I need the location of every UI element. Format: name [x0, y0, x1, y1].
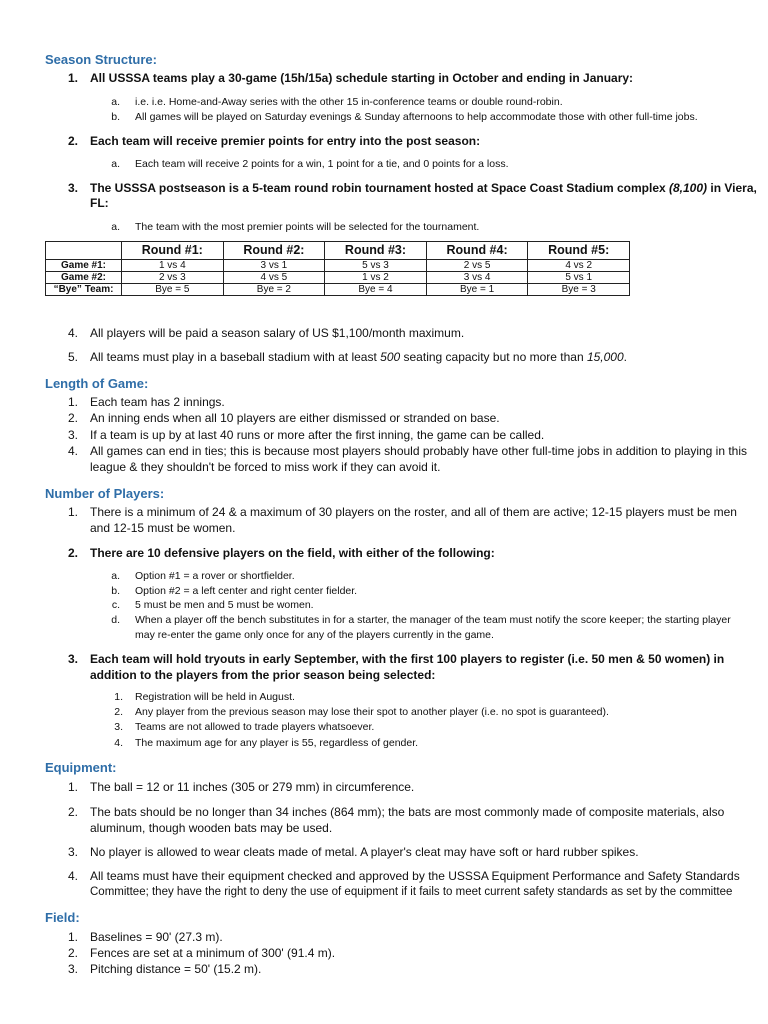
table-cell: 4 vs 2	[528, 260, 630, 272]
table-cell: Bye = 3	[528, 284, 630, 296]
document-page: Season Structure: 1. All USSSA teams play a 30-game (15h/15a) schedule starting in October and ending in January: a. i.e. i.e. Home-and-Away series with the other 15 in-conference teams or double round-robin. b. All games will be played on Saturday evenings & Sunday afternoons to help accommodate those with other full-time jobs. 2. Each team will receive premier points for entry into the post season: a. Each team will receive 2 points for a win, 1 point for a tie, and 0 points for a loss. 3. The USSSA postseason is a 5-team round robin tournament hosted at Space Coast Stadium complex (8,100) in Viera, FL: a. The team with the most premier points will be selected for the tournament. Round #1: Round #2: Round #3: Round #4: Round #5: Game #1: 1 vs 4 3 vs 1 5 vs 3 2 vs 5 4 vs 2 Game #2: 2 vs 3 4 vs 5 1 vs 2 3 vs 4 5 vs 1 “Bye” Team: Bye = 5 Bye = 2 Bye = 4 Bye = 1 Bye = 3 4. All players will be paid a season salary of US $1,100/month maximum. 5. All teams must play in a baseball stadium with at least 500 seating capacity but no more than 15,000. Length of Game: 1. Each team has 2 innings. 2. An inning ends when all 10 players are either dismissed or stranded on base. 3. If a team is up by at last 40 runs or more after the first inning, the game can be called. 4. All games can end in ties; this is because most players should probably have other full-time jobs in addition to playing in this league & they shouldn't be forced to miss work if they can avoid it. Number of Players: 1. There is a minimum of 24 & a maximum of 30 players on the roster, and all of them are active; 12-15 players must be men and 12-15 must be women. 2. There are 10 defensive players on the field, with either of the following: a. Option #1 = a rover or shortfielder. b. Option #2 = a left center and right center fielder. c. 5 must be men and 5 must be women. d. When a player off the bench substitutes in for a starter, the manager of the team must notify the score keeper; the starting player may re-enter the game only once for any of the players currently in the game. 3. Each team will hold tryouts in early September, with the first 100 players to register (i.e. 50 men & 50 women) in addition to the players from the prior season being selected: 1. Registration will be held in August. 2. Any player from the previous season may lose their spot to another player (i.e. no spot is guaranteed). 3. Teams are not allowed to trade players whatsoever. 4. The maximum age for any player is 55, regardless of gender. Equipment: 1. The ball = 12 or 11 inches (305 or 279 mm) in circumference. 2. The bats should be no longer than 34 inches (864 mm); the bats are most commonly made of composite materials, also aluminum, though wooden bats may be used. 3. No player is allowed to wear cleats made of metal. A player's cleat may have soft or hard rubber spikes. 4. All teams must have their equipment checked and approved by the USSSA Equipment Performance and Safety Standards Committee; they have the right to deny the use of equipment if it fails to meet current safety standards as set by the committee Field: 1. Baselines = 90' (27.3 m). 2. Fences are set at a minimum of 300' (91.4 m). 3. Pitching distance = 50' (15.2 m).	[45, 52, 757, 976]
table-cell: 3 vs 1	[223, 260, 325, 272]
table-row	[46, 272, 630, 284]
players-item-1-line2: and 12-15 must be women.	[90, 521, 236, 535]
row-label: Game #1:	[46, 260, 122, 272]
season-item-3-line2: FL:	[90, 196, 109, 210]
round-robin-schedule-table	[45, 241, 630, 296]
table-cell: 2 vs 5	[426, 260, 528, 272]
table-header-row	[46, 242, 630, 260]
table-cell: Bye = 5	[122, 284, 224, 296]
table-header: Round #2:	[223, 242, 325, 260]
table-cell: 1 vs 2	[325, 272, 427, 284]
list-item-continuation: may re-enter the game only once for any of the players currently in the game.	[135, 629, 494, 641]
table-cell: Bye = 4	[325, 284, 427, 296]
heading-number-of-players: Number of Players:	[45, 486, 165, 501]
heading-field: Field:	[45, 910, 80, 925]
table-cell: 2 vs 3	[122, 272, 224, 284]
table-header: Round #1:	[122, 242, 224, 260]
table-header: Round #5:	[528, 242, 630, 260]
table-corner-cell	[46, 242, 122, 260]
table-header: Round #4:	[426, 242, 528, 260]
table-cell: 3 vs 4	[426, 272, 528, 284]
heading-length-of-game: Length of Game:	[45, 376, 149, 391]
table-cell: Bye = 1	[426, 284, 528, 296]
list-item-continuation: aluminum, though wooden bats may be used.	[90, 821, 333, 835]
list-item-continuation: Committee; they have the right to deny the use of equipment if it fails to meet current safety standards as set by the committee	[90, 886, 733, 898]
table-cell: 4 vs 5	[223, 272, 325, 284]
table-cell: 1 vs 4	[122, 260, 224, 272]
table-cell: 5 vs 1	[528, 272, 630, 284]
table-header: Round #3:	[325, 242, 427, 260]
table-cell: 5 vs 3	[325, 260, 427, 272]
row-label: “Bye” Team:	[46, 284, 122, 296]
players-item-3-line2: addition to the players from the prior season being selected:	[90, 668, 436, 682]
table-cell: Bye = 2	[223, 284, 325, 296]
row-label: Game #2:	[46, 272, 122, 284]
table-row	[46, 260, 630, 272]
heading-equipment: Equipment:	[45, 760, 117, 775]
table-row	[46, 284, 630, 296]
list-item-continuation: league & they shouldn't be forced to miss work if they can avoid it.	[90, 460, 441, 474]
heading-season-structure: Season Structure:	[45, 52, 157, 67]
